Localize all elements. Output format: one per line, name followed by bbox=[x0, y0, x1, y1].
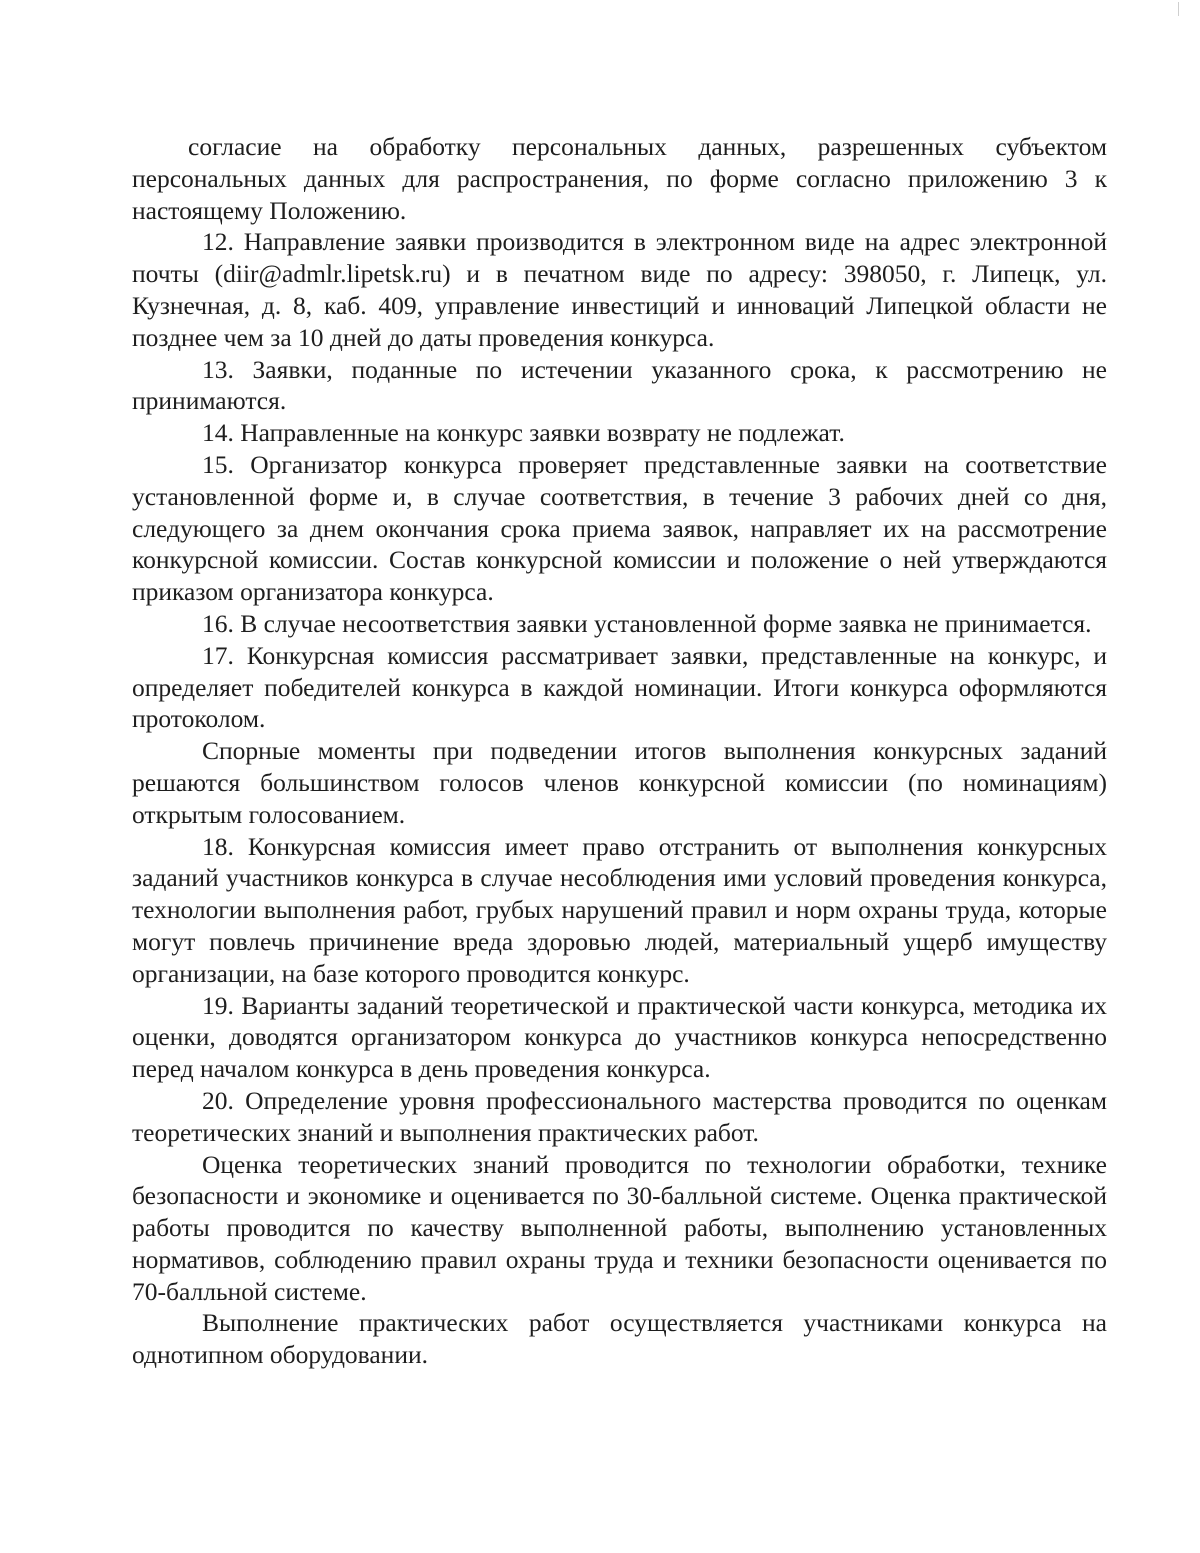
paragraph-18-disqualification: 18. Конкурсная комиссия имеет право отстранить от выполнения конкурсных заданий участников конкурса в случае несоблюдения ими условий проведения конкурса, технологии выполнения работ, грубых нарушений правил и норм охраны труда, которые могут повлечь причинение вреда здоровью людей, материальный ущерб имуществу организации, на базе которого проводится конкурс. bbox=[132, 831, 1107, 988]
paragraph-equipment: Выполнение практических работ осуществляется участниками конкурса на однотипном оборудовании. bbox=[132, 1308, 1107, 1370]
paragraph-20-skill-assessment: 20. Определение уровня профессионального мастерства проводится по оценкам теоретических знаний и выполнения практических работ. bbox=[132, 1085, 1107, 1147]
paragraph-14-no-return: 14. Направленные на конкурс заявки возврату не подлежат. bbox=[202, 418, 845, 448]
paragraph-12-submission: 12. Направление заявки производится в электронном виде на адрес электронной почты (diir@admlr.lipetsk.ru) и в печатном виде по адресу: 398050, г. Липецк, ул. Кузнечная, д. 8, каб. 409, управление инвестиций и инноваций Липецкой области не позднее чем за 10 дней до даты проведения конкурса. bbox=[132, 227, 1107, 352]
paragraph-disputes: Спорные моменты при подведении итогов выполнения конкурсных заданий решаются большинством голосов членов конкурсной комиссии (по номинациям) открытым голосованием. bbox=[132, 736, 1107, 829]
paragraph-17-commission-review: 17. Конкурсная комиссия рассматривает заявки, представленные на конкурс, и определяет победителей конкурса в каждой номинации. Итоги конкурса оформляются протоколом. bbox=[132, 640, 1107, 734]
scan-speck bbox=[1178, 2, 1179, 16]
paragraph-19-task-variants: 19. Варианты заданий теоретической и практической части конкурса, методика их оценки, доводятся организатором конкурса до участников конкурса непосредственно перед началом конкурса в день проведения конкурса. bbox=[132, 990, 1107, 1084]
paragraph-consent-continuation: согласие на обработку персональных данных, разрешенных субъектом персональных данных для распространения, по форме согласно приложению 3 к настоящему Положению. bbox=[132, 132, 1107, 225]
paragraph-16-nonconformity: 16. В случае несоответствия заявки установленной форме заявка не принимается. bbox=[202, 608, 1092, 638]
paragraph-scoring: Оценка теоретических знаний проводится по технологии обработки, технике безопасности и экономике и оценивается по 30-балльной системе. Оценка практической работы проводится по качеству выполненной работы, выполнению установленных нормативов, соблюдению правил охраны труда и техники безопасности оценивается по 70-балльной системе. bbox=[132, 1149, 1107, 1306]
paragraph-13-late-applications: 13. Заявки, поданные по истечении указанного срока, к рассмотрению не принимаются. bbox=[132, 354, 1107, 416]
paragraph-15-verification: 15. Организатор конкурса проверяет представленные заявки на соответствие установленной форме и, в случае соответствия, в течение 3 рабочих дней со дня, следующего за днем окончания срока приема заявок, направляет их на рассмотрение конкурсной комиссии. Состав конкурсной комиссии и положение о ней утверждаются приказом организатора конкурса. bbox=[132, 449, 1107, 607]
document-body bbox=[132, 131, 1107, 1371]
